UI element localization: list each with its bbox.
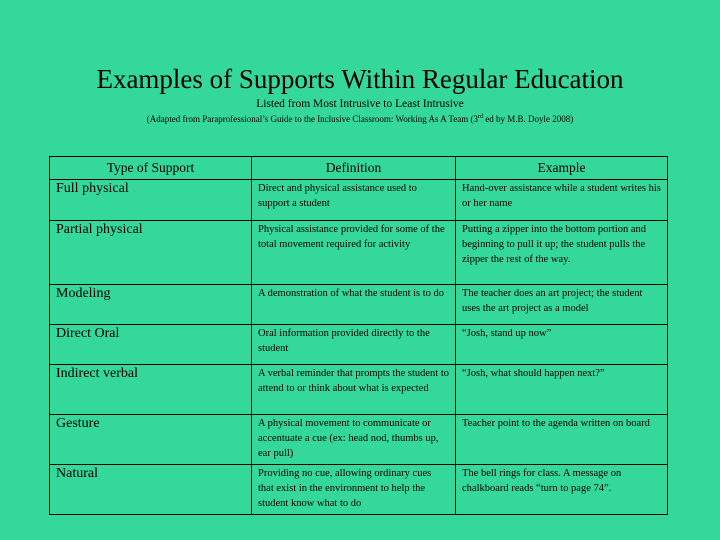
table-row (50, 221, 668, 285)
definition-cell: Providing no cue, allowing ordinary cues that exist in the environment to help the student know what to do (252, 465, 456, 515)
citation (0, 111, 720, 126)
type-cell: Gesture (50, 415, 252, 465)
table-row (50, 285, 668, 325)
definition-cell: Physical assistance provided for some of the total movement required for activity (252, 221, 456, 285)
type-cell: Natural (50, 465, 252, 515)
definition-cell: A demonstration of what the student is to do (252, 285, 456, 325)
example-cell: Putting a zipper into the bottom portion and beginning to pull it up; the student pulls the zipper the rest of the way. (456, 221, 668, 285)
example-cell: The teacher does an art project; the student uses the art project as a model (456, 285, 668, 325)
example-cell: Teacher point to the agenda written on board (456, 415, 668, 465)
table-header-row (50, 157, 668, 180)
header-type: Type of Support (50, 157, 252, 180)
definition-cell: Oral information provided directly to the student (252, 325, 456, 365)
type-cell: Modeling (50, 285, 252, 325)
table-row (50, 180, 668, 221)
example-cell: “Josh, stand up now” (456, 325, 668, 365)
table-row (50, 415, 668, 465)
supports-table (49, 156, 668, 515)
header-example: Example (456, 157, 668, 180)
slide-subtitle: Listed from Most Intrusive to Least Intrusive (256, 98, 464, 110)
type-cell: Indirect verbal (50, 365, 252, 415)
table-row (50, 465, 668, 515)
definition-cell: Direct and physical assistance used to support a student (252, 180, 456, 221)
example-cell: Hand-over assistance while a student writes his or her name (456, 180, 668, 221)
example-cell: The bell rings for class. A message on chalkboard reads “turn to page 74”. (456, 465, 668, 515)
example-cell: “Josh, what should happen next?” (456, 365, 668, 415)
slide-title: Examples of Supports Within Regular Education (96, 64, 624, 94)
header-definition: Definition (252, 157, 456, 180)
type-cell: Full physical (50, 180, 252, 221)
table-row (50, 365, 668, 415)
type-cell: Partial physical (50, 221, 252, 285)
citation-superscript: rd (478, 114, 483, 120)
citation-text-end: ed by M.B. Doyle 2008) (483, 114, 574, 124)
citation-text: (Adapted from Paraprofessional’s Guide to the Inclusive Classroom: Working As A Team (3 (146, 114, 478, 124)
definition-cell: A verbal reminder that prompts the student to attend to or think about what is expected (252, 365, 456, 415)
type-cell: Direct Oral (50, 325, 252, 365)
definition-cell: A physical movement to communicate or accentuate a cue (ex: head nod, thumbs up, ear pull) (252, 415, 456, 465)
table-row (50, 325, 668, 365)
